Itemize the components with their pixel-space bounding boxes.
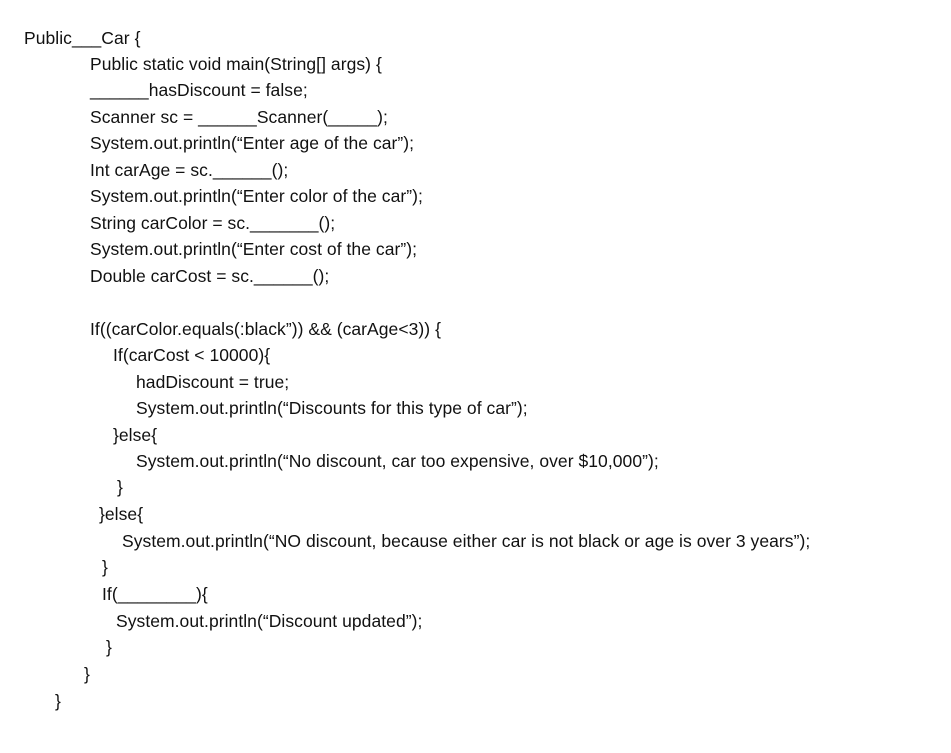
code-line-print-no-black: System.out.println(“NO discount, because either car is not black or age is over 3 years”); xyxy=(122,531,811,551)
code-line-print-age: System.out.println(“Enter age of the car”); xyxy=(90,133,415,153)
code-line-print-color: System.out.println(“Enter color of the car”); xyxy=(90,186,423,206)
code-line-had-discount: hadDiscount = true; xyxy=(136,372,290,392)
code-line-outer-else: }else{ xyxy=(99,504,144,524)
code-line-scanner: Scanner sc = ______Scanner(_____); xyxy=(90,107,388,127)
code-line-car-color: String carColor = sc._______(); xyxy=(90,213,336,233)
code-line-car-age: Int carAge = sc.______(); xyxy=(90,160,289,180)
code-line-class-declaration: Public___Car { xyxy=(24,28,141,48)
code-line-class-close: } xyxy=(55,691,61,711)
code-line-main-method: Public static void main(String[] args) { xyxy=(90,54,382,74)
code-line-if-black-age: If((carColor.equals(:black”)) && (carAge<3)) { xyxy=(90,319,441,339)
code-line-outer-close: } xyxy=(102,557,108,577)
code-line-if-cost: If(carCost < 10000){ xyxy=(113,345,271,365)
code-line-if-blank: If(________){ xyxy=(102,584,208,604)
code-line-inner-close: } xyxy=(117,477,123,497)
code-line-car-cost: Double carCost = sc.______(); xyxy=(90,266,330,286)
code-line-has-discount: ______hasDiscount = false; xyxy=(90,80,308,100)
code-line-if-close: } xyxy=(106,637,112,657)
code-line-inner-else: }else{ xyxy=(113,425,158,445)
code-line-print-cost: System.out.println(“Enter cost of the car”); xyxy=(90,239,418,259)
code-line-print-updated: System.out.println(“Discount updated”); xyxy=(116,611,423,631)
code-line-print-no-discount: System.out.println(“No discount, car too expensive, over $10,000”); xyxy=(136,451,659,471)
code-line-main-close: } xyxy=(84,664,90,684)
code-line-print-discounts: System.out.println(“Discounts for this type of car”); xyxy=(136,398,528,418)
